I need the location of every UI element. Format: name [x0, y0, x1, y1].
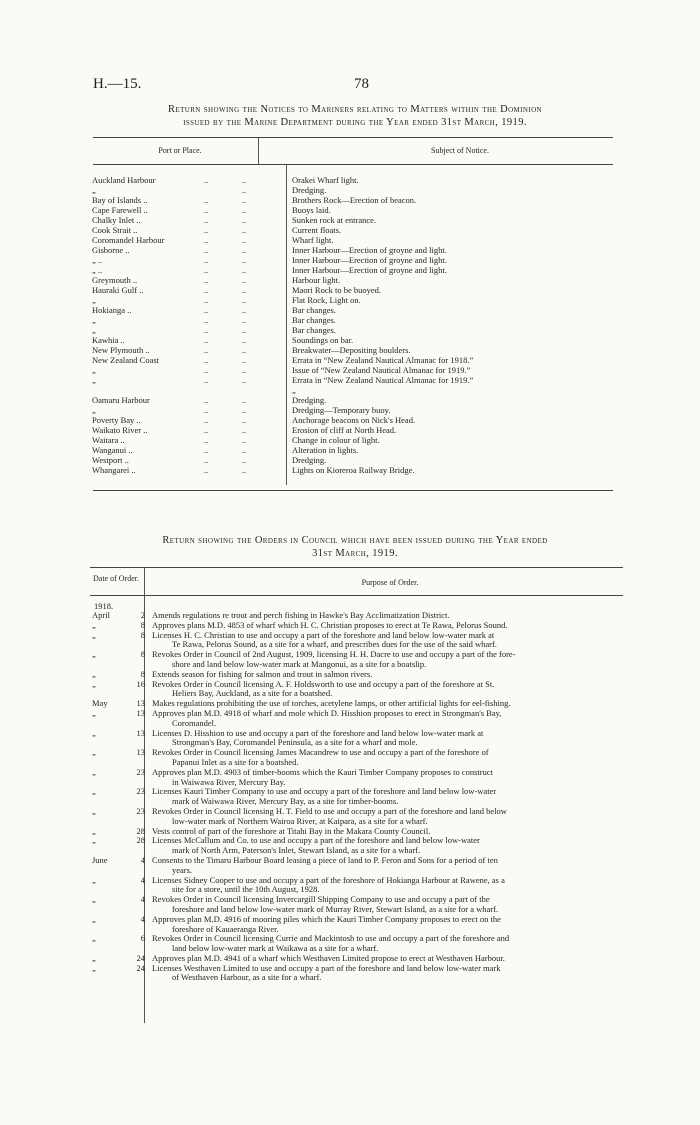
notice-leader-dots: .. [204, 205, 209, 215]
notice-leader-dots: .. [242, 315, 247, 325]
order-month: „ [92, 727, 96, 738]
order-day: 4 [140, 874, 145, 885]
notice-leader-dots: .. [242, 185, 247, 195]
notice-port: Oamaru Harbour [92, 395, 150, 405]
notice-subject: Brothers Rock—Erection of beacon. [292, 195, 417, 205]
notice-port: Greymouth .. [92, 275, 138, 285]
notice-subject: Flat Rock, Light on. [292, 295, 361, 305]
order-day: 24 [136, 952, 145, 963]
notice-subject: Bar changes. [292, 305, 336, 315]
order-purpose-text: Amends regulations re trout and perch fishing in Hawke's Bay Acclimatization District. [152, 610, 450, 620]
notice-leader-dots: .. [204, 335, 209, 345]
notice-port: „ [92, 405, 96, 415]
order-row [88, 876, 630, 896]
order-purpose-continuation: Coromandel. [172, 717, 217, 728]
col-subject-header: Subject of Notice. [431, 146, 489, 155]
notice-leader-dots: .. [204, 375, 209, 385]
notice-leader-dots: .. [242, 445, 247, 455]
order-row [88, 729, 630, 749]
notice-port: „ [92, 185, 96, 195]
notice-subject: Sunken rock at entrance. [292, 215, 377, 225]
notices-top-rule [93, 137, 613, 138]
notice-subject: Errata in “New Zealand Nautical Almanac for 1918.” [292, 355, 474, 365]
order-day: 28 [136, 825, 145, 836]
order-day: 28 [136, 835, 145, 846]
notice-leader-dots: .. [204, 445, 209, 455]
notice-subject: Inner Harbour—Erection of groyne and light. [292, 245, 447, 255]
notice-leader-dots: .. [204, 455, 209, 465]
notice-leader-dots: .. [242, 235, 247, 245]
notice-leader-dots: .. [204, 345, 209, 355]
orders-year: 1918. [94, 601, 114, 611]
order-row [88, 680, 630, 700]
order-purpose-text: Revokes Order in Council licensing Invercargill Shipping Company to use and occupy a part of the [152, 894, 490, 905]
order-month: „ [92, 668, 96, 679]
order-month: „ [92, 805, 96, 816]
notice-subject: Anchorage beacons on Nick's Head. [292, 415, 416, 425]
order-row [88, 934, 630, 954]
notice-leader-dots: .. [242, 365, 247, 375]
notice-subject: Dredging. [292, 455, 327, 465]
notice-leader-dots: .. [204, 275, 209, 285]
notice-subject: Dredging—Temporary buoy. [292, 405, 391, 415]
order-day: 8 [140, 649, 145, 660]
notice-subject: Breakwater—Depositing boulders. [292, 345, 411, 355]
order-day: 13 [136, 747, 145, 758]
order-month: April [92, 610, 110, 620]
notice-leader-dots: .. [242, 285, 247, 295]
order-day: 13 [136, 698, 145, 709]
notice-leader-dots: .. [204, 285, 209, 295]
order-row [88, 631, 630, 651]
order-purpose-text: Licenses H. C. Christian to use and occupy a part of the foreshore and land below low-water mark at [152, 629, 495, 640]
notice-subject: Erosion of cliff at North Head. [292, 425, 397, 435]
order-purpose-text: Extends season for fishing for salmon and trout in salmon rivers. [152, 668, 373, 679]
order-purpose-continuation: Te Rawa, Pelorus Sound, as a site for a wharf, and prescribes dues for the use of the said wharf. [172, 639, 497, 650]
notices-title-line-1: Return showing the Notices to Mariners relating to Matters within the Dominion [167, 104, 543, 115]
order-purpose-text: Vests control of part of the foreshore at Titahi Bay in the Makara County Council. [152, 825, 431, 836]
notice-leader-dots: .. [204, 365, 209, 375]
order-day: 8 [140, 629, 145, 640]
notice-leader-dots: .. [242, 345, 247, 355]
notice-leader-dots: .. [242, 415, 247, 425]
order-day: 23 [136, 766, 145, 777]
notices-title-line-2: issued by the Marine Department during the Year ended 31st March, 1919. [183, 117, 527, 128]
notice-leader-dots: .. [204, 305, 209, 315]
order-row [88, 787, 630, 807]
order-purpose-continuation: mark of Waiwawa River, Mercury Bay, as a site for timber-booms. [172, 796, 399, 807]
order-day: 4 [140, 913, 145, 924]
order-day: 23 [136, 805, 145, 816]
order-purpose-text: Revokes Order in Council licensing James Macandrew to use and occupy a part of the foreshore of [152, 747, 489, 758]
notice-port: Cook Strait .. [92, 225, 138, 235]
notice-subject: Wharf light. [292, 235, 334, 245]
notice-leader-dots: .. [242, 405, 247, 415]
order-month: „ [92, 786, 96, 797]
order-purpose-text: Licenses Sidney Cooper to use and occupy a part of the foreshore of Hokianga Harbour at Rawene, as a [152, 874, 505, 885]
order-purpose-text: Licenses D. Hisshion to use and occupy a part of the foreshore and land below low-water mark at [152, 727, 484, 738]
order-purpose-text: Licenses McCallum and Co. to use and occupy a part of the foreshore and land below low-water [152, 835, 480, 846]
order-day: 2 [140, 610, 145, 620]
order-day: 16 [136, 678, 145, 689]
notice-leader-dots: .. [242, 465, 247, 475]
notice-leader-dots: .. [242, 205, 247, 215]
order-row [88, 768, 630, 788]
order-month: „ [92, 962, 96, 973]
notice-subject: Buoys laid. [292, 205, 331, 215]
order-row [88, 748, 630, 768]
notice-leader-dots: .. [242, 265, 247, 275]
col-purpose-header: Purpose of Order. [361, 578, 419, 587]
notice-subject: Current floats. [292, 225, 342, 235]
order-purpose-text: Approves plans M.D. 4853 of wharf which H. C. Christian proposes to erect at Te Rawa, Pelorus Sound. [152, 619, 508, 630]
notice-subject: Soundings on bar. [292, 335, 354, 345]
order-day: 23 [136, 786, 145, 797]
notice-leader-dots: .. [204, 265, 209, 275]
col-date-header: Date of Order. [93, 574, 139, 583]
notice-subject: „ [292, 385, 296, 395]
notice-port: Poverty Bay .. [92, 415, 141, 425]
order-month: May [92, 698, 108, 709]
order-month: „ [92, 766, 96, 777]
notice-port: New Zealand Coast [92, 355, 160, 365]
order-purpose-text: Revokes Order in Council licensing A. F. Holdsworth to use and occupy a part of the foreshore at St. [152, 678, 495, 689]
order-purpose-continuation: years. [172, 864, 193, 875]
notice-subject: Maori Rock to be buoyed. [292, 285, 381, 295]
order-purpose-text: Revokes Order in Council licensing H. T. Field to use and occupy a part of the foreshore and land below [152, 805, 507, 816]
notice-port: „ .. [92, 255, 103, 265]
notice-port: „ [92, 375, 96, 385]
order-purpose-text: Approves plan M.D. 4918 of wharf and mole which D. Hisshion proposes to erect in Strongman's Bay, [152, 707, 502, 718]
notice-port: Waikato River .. [92, 425, 148, 435]
order-purpose [152, 915, 630, 935]
order-purpose [152, 856, 630, 876]
notice-port: „ [92, 325, 96, 335]
notice-leader-dots: .. [204, 255, 209, 265]
notice-leader-dots: .. [204, 175, 209, 185]
page-number: 78 [354, 76, 369, 92]
order-row [88, 836, 630, 856]
order-purpose [152, 876, 630, 896]
notice-port: Wanganui .. [92, 445, 133, 455]
order-purpose-continuation: low-water mark of Northern Wairoa River, at Kaipara, as a site for a wharf. [172, 815, 428, 826]
notice-port: Kawhia .. [92, 335, 125, 345]
notice-port: Chalky Inlet .. [92, 215, 141, 225]
notices-header-rule [93, 164, 613, 165]
order-day: 8 [140, 619, 145, 630]
notice-leader-dots: .. [242, 375, 247, 385]
order-month: „ [92, 894, 96, 905]
notice-leader-dots: .. [204, 235, 209, 245]
order-purpose [152, 787, 630, 807]
order-day: 13 [136, 727, 145, 738]
notice-leader-dots: .. [242, 275, 247, 285]
order-day: 24 [136, 962, 145, 973]
notice-leader-dots: .. [242, 435, 247, 445]
notice-leader-dots: .. [242, 215, 247, 225]
order-purpose-continuation: of Westhaven Harbour, as a site for a wharf. [172, 972, 322, 983]
notice-leader-dots: .. [204, 405, 209, 415]
notices-header-divider [258, 138, 259, 164]
notice-leader-dots: .. [242, 425, 247, 435]
order-purpose [152, 768, 630, 788]
order-month: „ [92, 619, 96, 630]
orders-title-line-2: 31st March, 1919. [312, 548, 398, 559]
notice-subject: Dredging. [292, 185, 327, 195]
notice-port: „ [92, 365, 96, 375]
notice-leader-dots: .. [242, 455, 247, 465]
order-purpose-continuation: in Waiwawa River, Mercury Bay. [172, 776, 286, 787]
notice-leader-dots: .. [242, 255, 247, 265]
order-purpose [152, 964, 630, 984]
notice-subject: Harbour light. [292, 275, 341, 285]
notice-leader-dots: .. [204, 195, 209, 205]
notice-leader-dots: .. [242, 195, 247, 205]
order-month: „ [92, 629, 96, 640]
order-day: 4 [140, 894, 145, 905]
notice-port: „ [92, 295, 96, 305]
notice-leader-dots: .. [242, 175, 247, 185]
order-purpose-continuation: site for a store, until the 10th August, 1928. [172, 884, 320, 895]
orders-header-rule [90, 595, 623, 596]
notice-subject: Orakei Wharf light. [292, 175, 359, 185]
order-purpose-continuation: mark of North Arm, Paterson's Inlet, Stewart Island, as a site for a wharf. [172, 845, 421, 856]
notice-leader-dots: .. [242, 225, 247, 235]
order-row [88, 895, 630, 915]
order-purpose [152, 934, 630, 954]
orders-top-rule [90, 567, 623, 568]
order-row [88, 856, 630, 876]
orders-table-body [88, 611, 630, 983]
order-day: 6 [140, 933, 145, 944]
notice-port: „ .. [92, 265, 103, 275]
notice-port: Hokianga .. [92, 305, 132, 315]
notice-leader-dots: .. [204, 355, 209, 365]
order-purpose-text: Licenses Westhaven Limited to use and occupy a part of the foreshore and land below low-water mark [152, 962, 501, 973]
order-month: „ [92, 913, 96, 924]
order-purpose-text: Approves plan M.D. 4941 of a wharf which Westhaven Limited propose to erect at Westhaven Harbour. [152, 952, 505, 963]
notice-subject: Lights on Kioreroa Railway Bridge. [292, 465, 415, 475]
order-row [88, 964, 630, 984]
notice-subject: Bar changes. [292, 315, 336, 325]
notice-leader-dots: .. [242, 305, 247, 315]
notice-leader-dots: .. [204, 395, 209, 405]
notice-subject: Dredging. [292, 395, 327, 405]
notice-port: „ [92, 315, 96, 325]
order-month: „ [92, 825, 96, 836]
order-row [88, 650, 630, 670]
order-purpose-text: Approves plan M.D. 4903 of timber-booms which the Kauri Timber Company proposes to construct [152, 766, 493, 777]
order-purpose-continuation: foreshore and land below low-water mark of Murray River, Stewart Island, as a site for a wharf. [172, 903, 499, 914]
notice-port: Auckland Harbour [92, 175, 156, 185]
notice-subject: Issue of “New Zealand Nautical Almanac for 1919.” [292, 365, 471, 375]
notice-port: Coromandel Harbour [92, 235, 165, 245]
notice-leader-dots: .. [204, 225, 209, 235]
order-row [88, 915, 630, 935]
order-purpose [152, 836, 630, 856]
notice-leader-dots: .. [242, 355, 247, 365]
order-month: „ [92, 874, 96, 885]
order-month: „ [92, 747, 96, 758]
order-month: „ [92, 952, 96, 963]
order-purpose-continuation: land below low-water mark at Waikawa as a site for a wharf. [172, 943, 379, 954]
notice-leader-dots: .. [242, 245, 247, 255]
notice-leader-dots: .. [242, 335, 247, 345]
order-purpose [152, 748, 630, 768]
order-purpose [152, 650, 630, 670]
order-month: „ [92, 933, 96, 944]
notice-subject: Errata in “New Zealand Nautical Almanac for 1919.” [292, 375, 474, 385]
notice-leader-dots: .. [204, 245, 209, 255]
col-port-header: Port or Place. [158, 146, 202, 155]
order-purpose-text: Makes regulations prohibiting the use of torches, acetylene lamps, or other artificial lights for eel-fishing. [152, 698, 511, 709]
order-day: 4 [140, 854, 145, 865]
notice-subject: Inner Harbour—Erection of groyne and light. [292, 265, 447, 275]
notice-subject: Change in colour of light. [292, 435, 380, 445]
order-row [88, 709, 630, 729]
order-purpose-text: Licenses Kauri Timber Company to use and occupy a part of the foreshore and land below low-water [152, 786, 497, 797]
order-purpose-text: Consents to the Timaru Harbour Board leasing a piece of land to P. Feron and Sons for a period of ten [152, 854, 498, 865]
order-day: 13 [136, 707, 145, 718]
notices-bottom-rule [93, 490, 613, 491]
notice-port: Hauraki Gulf .. [92, 285, 144, 295]
notice-port: Bay of Islands .. [92, 195, 148, 205]
notice-port: Whangarei .. [92, 465, 136, 475]
order-purpose-text: Revokes Order in Council of 2nd August, 1909, licensing H. H. Dacre to use and occupy a part of the fore- [152, 649, 516, 660]
notice-leader-dots: .. [204, 415, 209, 425]
order-purpose [152, 807, 630, 827]
notice-port: Westport .. [92, 455, 129, 465]
order-purpose-continuation: Papanui Inlet as a site for a boatshed. [172, 756, 299, 767]
notices-column-divider [286, 165, 287, 485]
notice-subject: Inner Harbour—Erection of groyne and light. [292, 255, 447, 265]
order-purpose-continuation: shore and land below low-water mark at Mangonui, as a site for a boatslip. [172, 658, 427, 669]
order-row [88, 807, 630, 827]
order-purpose [152, 631, 630, 651]
notice-leader-dots: .. [204, 315, 209, 325]
notice-leader-dots: .. [204, 465, 209, 475]
notice-leader-dots: .. [242, 395, 247, 405]
order-month: June [92, 854, 108, 865]
notice-subject: Alteration in lights. [292, 445, 359, 455]
notice-leader-dots: .. [242, 295, 247, 305]
notice-leader-dots: .. [204, 435, 209, 445]
order-purpose [152, 729, 630, 749]
notice-port: New Plymouth .. [92, 345, 150, 355]
document-code: H.—15. [93, 76, 142, 92]
notice-leader-dots: .. [242, 325, 247, 335]
order-purpose [152, 895, 630, 915]
notice-leader-dots: .. [204, 425, 209, 435]
order-purpose-text: Revokes Order in Council licensing Currie and Mackintosh to use and occupy a part of the foreshore and [152, 933, 510, 944]
order-month: „ [92, 678, 96, 689]
order-purpose-continuation: Heliers Bay, Auckland, as a site for a boatshed. [172, 688, 333, 699]
notice-port: Waitara .. [92, 435, 125, 445]
order-month: „ [92, 649, 96, 660]
order-purpose [152, 680, 630, 700]
order-month: „ [92, 835, 96, 846]
orders-title-line-1: Return showing the Orders in Council which have been issued during the Year ended [162, 535, 548, 546]
order-month: „ [92, 707, 96, 718]
notice-leader-dots: .. [204, 325, 209, 335]
order-purpose-text: Approves plan M.D. 4916 of mooring piles which the Kauri Timber Company proposes to erect on the [152, 913, 501, 924]
notice-leader-dots: .. [204, 295, 209, 305]
notice-port: Cape Farewell .. [92, 205, 148, 215]
notice-port: Gisborne .. [92, 245, 130, 255]
notice-leader-dots: .. [204, 215, 209, 225]
order-purpose-continuation: Strongman's Bay, Coromandel Peninsula, as a site for a wharf and mole. [172, 737, 418, 748]
order-purpose-continuation: foreshore of Kauaeranga River. [172, 923, 279, 934]
order-day: 8 [140, 668, 145, 679]
order-purpose [152, 709, 630, 729]
notice-subject: Bar changes. [292, 325, 336, 335]
